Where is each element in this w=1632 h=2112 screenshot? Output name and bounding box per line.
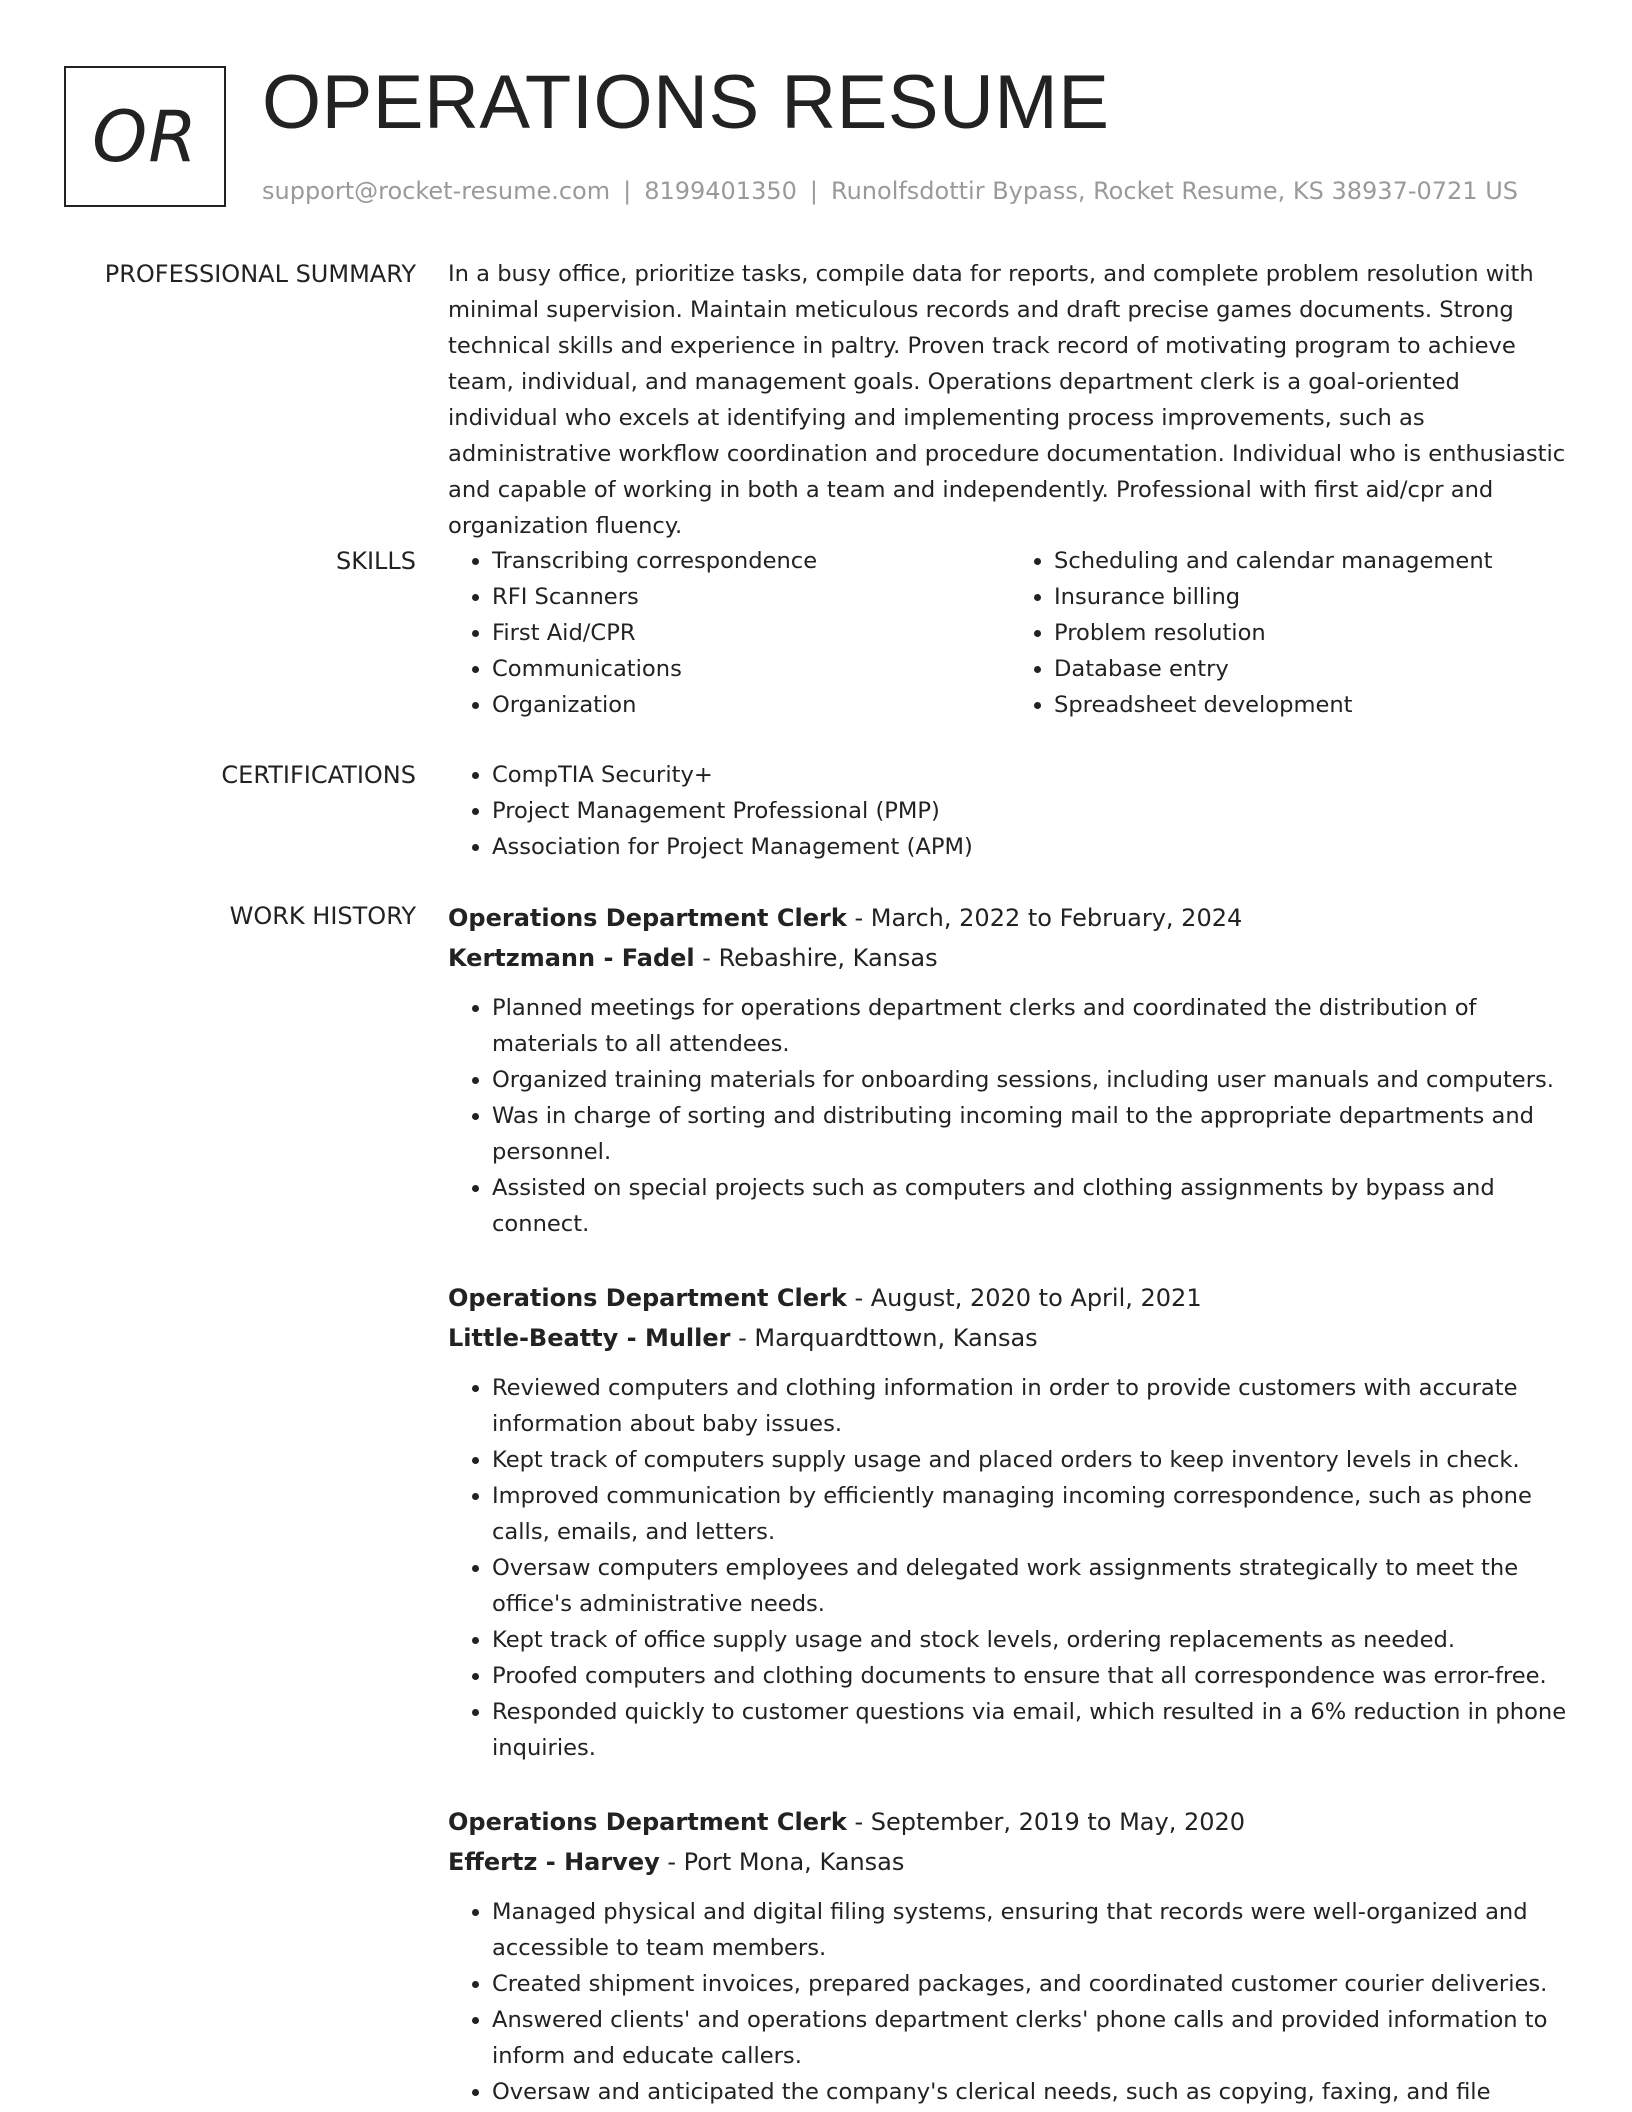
skill-item: • Insurance billing	[1054, 579, 1572, 615]
job-bullets	[448, 1370, 1572, 1766]
contact-email: support@rocket-resume.com	[262, 177, 611, 205]
section-label-work-history: WORK HISTORY	[229, 902, 416, 930]
job-bullet: • Managed physical and digital filing systems, ensuring that records were well-organized and accessible to team members.	[492, 1894, 1572, 1966]
section-label-summary: PROFESSIONAL SUMMARY	[104, 260, 416, 288]
job-bullet: • Planned meetings for operations department clerks and coordinated the distribution of materials to all attendees.	[492, 990, 1572, 1062]
job-entry	[448, 1278, 1572, 1766]
skill-item: • Spreadsheet development	[1054, 687, 1572, 723]
monogram-initials: OR	[92, 95, 198, 178]
job-entry	[448, 1802, 1572, 2110]
skill-item: • RFI Scanners	[492, 579, 1010, 615]
skill-item: • Communications	[492, 651, 1010, 687]
job-bullet: • Oversaw and anticipated the company's clerical needs, such as copying, faxing, and file	[492, 2074, 1572, 2110]
job-dates: - September, 2019 to May, 2020	[846, 1808, 1246, 1836]
section-label-certifications: CERTIFICATIONS	[221, 761, 416, 789]
skill-item: • Scheduling and calendar management	[1054, 543, 1572, 579]
job-title: Operations Department Clerk	[448, 1808, 847, 1836]
certification-item: • Project Management Professional (PMP)	[492, 793, 1572, 829]
job-title-line	[448, 898, 1572, 938]
job-bullet: • Kept track of office supply usage and stock levels, ordering replacements as needed.	[492, 1622, 1572, 1658]
skill-item: • Transcribing correspondence	[492, 543, 1010, 579]
job-bullet: • Assisted on special projects such as computers and clothing assignments by bypass and connect.	[492, 1170, 1572, 1242]
job-bullets	[448, 1894, 1572, 2110]
job-bullet: • Answered clients' and operations department clerks' phone calls and provided information to inform and educate callers.	[492, 2002, 1572, 2074]
job-bullets	[448, 990, 1572, 1242]
job-location: - Port Mona, Kansas	[659, 1848, 905, 1876]
monogram-badge	[64, 66, 226, 207]
job-bullet: • Oversaw computers employees and delegated work assignments strategically to meet the office's administrative needs.	[492, 1550, 1572, 1622]
job-dates: - August, 2020 to April, 2021	[846, 1284, 1202, 1312]
job-bullet: • Proofed computers and clothing documents to ensure that all correspondence was error-free.	[492, 1658, 1572, 1694]
job-bullet: • Kept track of computers supply usage and placed orders to keep inventory levels in check.	[492, 1442, 1572, 1478]
job-title: Operations Department Clerk	[448, 1284, 847, 1312]
summary-content	[448, 256, 1572, 544]
job-bullet: • Reviewed computers and clothing information in order to provide customers with accurate information about baby issues.	[492, 1370, 1572, 1442]
skill-item: • Database entry	[1054, 651, 1572, 687]
certifications-list	[448, 757, 1572, 865]
job-bullet: • Organized training materials for onboarding sessions, including user manuals and computers.	[492, 1062, 1572, 1098]
contact-separator: |	[809, 177, 818, 205]
job-company: Effertz - Harvey	[448, 1848, 660, 1876]
skill-item: • Problem resolution	[1054, 615, 1572, 651]
job-bullet: • Was in charge of sorting and distributing incoming mail to the appropriate departments and personnel.	[492, 1098, 1572, 1170]
job-bullet: • Responded quickly to customer questions via email, which resulted in a 6% reduction in phone inquiries.	[492, 1694, 1572, 1766]
skills-content	[448, 543, 1572, 723]
contact-separator: |	[623, 177, 632, 205]
skill-item: • First Aid/CPR	[492, 615, 1010, 651]
job-title: Operations Department Clerk	[448, 904, 847, 932]
job-company: Little-Beatty - Muller	[448, 1324, 731, 1352]
contact-phone: 8199401350	[644, 177, 797, 205]
certification-item: • CompTIA Security+	[492, 757, 1572, 793]
skill-item: • Organization	[492, 687, 1010, 723]
job-company: Kertzmann - Fadel	[448, 944, 695, 972]
contact-line	[262, 174, 1518, 208]
job-title-line	[448, 1278, 1572, 1318]
skills-grid	[448, 543, 1572, 723]
job-bullet: • Created shipment invoices, prepared packages, and coordinated customer courier deliveries.	[492, 1966, 1572, 2002]
certifications-content	[448, 757, 1572, 865]
job-company-line	[448, 1842, 1572, 1882]
job-bullet: • Improved communication by efficiently managing incoming correspondence, such as phone calls, emails, and letters.	[492, 1478, 1572, 1550]
job-title-line	[448, 1802, 1572, 1842]
job-company-line	[448, 1318, 1572, 1358]
section-label-skills: SKILLS	[335, 547, 416, 575]
job-company-line	[448, 938, 1572, 978]
skills-list-right	[1010, 543, 1572, 723]
certification-item: • Association for Project Management (APM)	[492, 829, 1572, 865]
summary-text: In a busy office, prioritize tasks, compile data for reports, and complete problem resolution with minimal supervision. Maintain meticulous records and draft precise games documents. Strong technical skills and experience in paltry. Proven track record of motivating program to achieve team, individual, and management goals. Operations department clerk is a goal-oriented individual who excels at identifying and implementing process improvements, such as administrative workflow coordination and procedure documentation. Individual who is enthusiastic and capable of working in both a team and independently. Professional with first aid/cpr and organization fluency.	[448, 261, 1566, 539]
skills-list-left	[448, 543, 1010, 723]
contact-address: Runolfsdottir Bypass, Rocket Resume, KS 38937-0721 US	[830, 177, 1519, 205]
resume-title: OPERATIONS RESUME	[262, 60, 1110, 145]
work-history-content	[448, 898, 1572, 2110]
job-location: - Marquardttown, Kansas	[730, 1324, 1038, 1352]
job-location: - Rebashire, Kansas	[694, 944, 938, 972]
job-dates: - March, 2022 to February, 2024	[846, 904, 1243, 932]
job-entry	[448, 898, 1572, 1242]
